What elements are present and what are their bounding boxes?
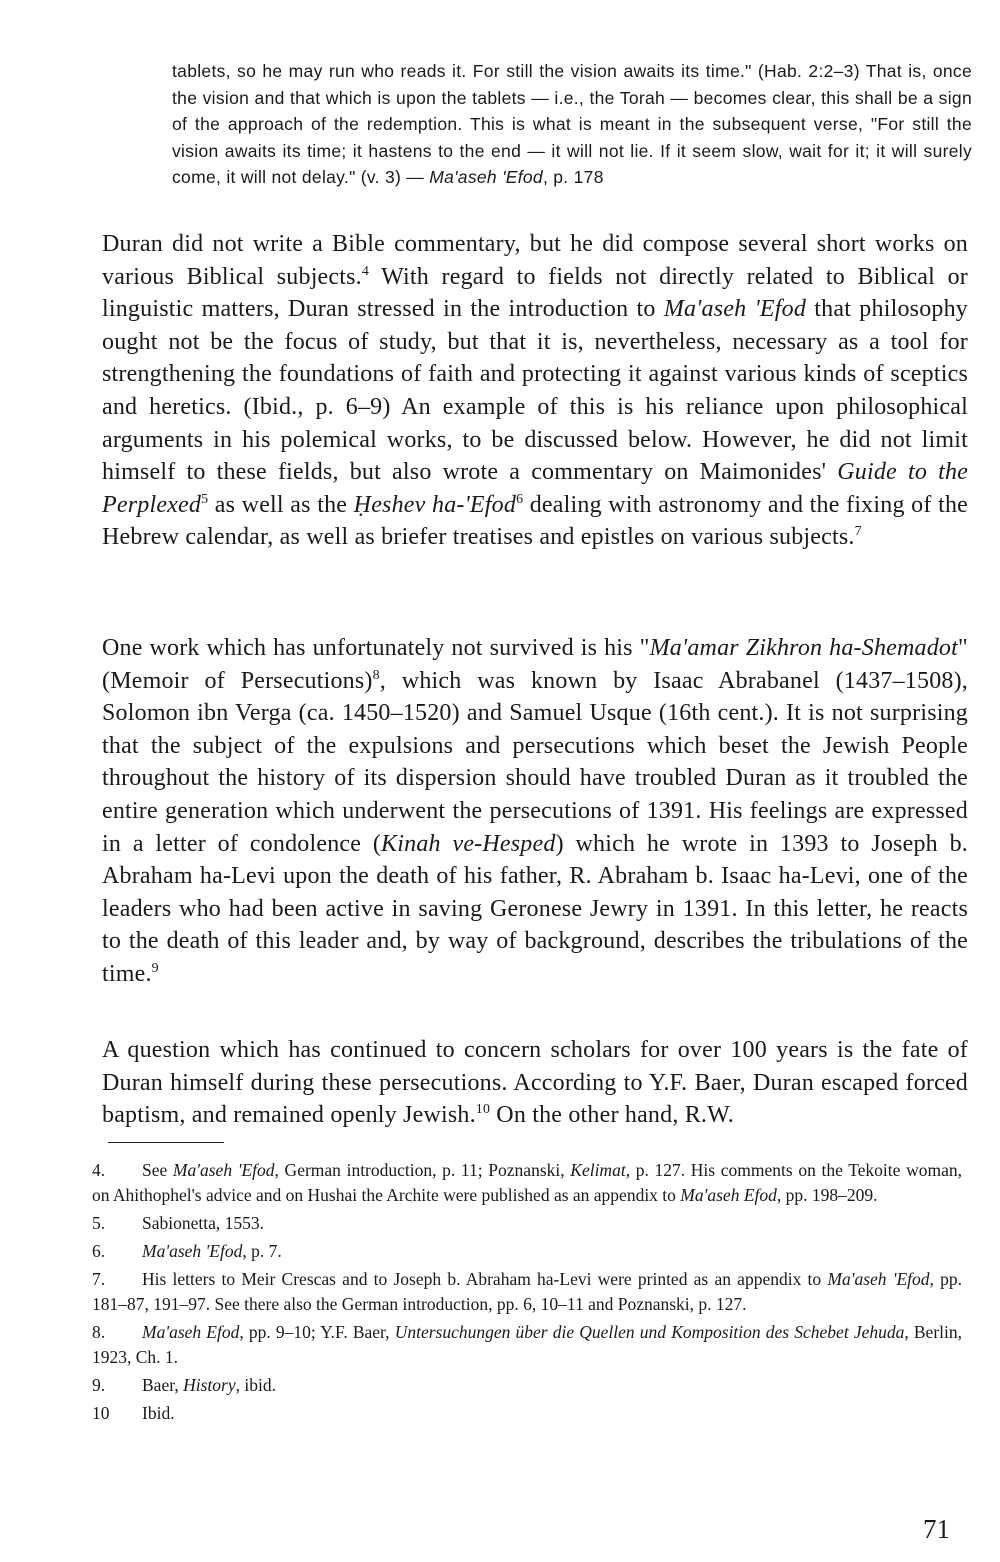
footnote-6: 6. Ma'aseh 'Efod, p. 7. (92, 1239, 962, 1264)
footnote-ref-9[interactable]: 9 (151, 960, 159, 976)
footnote-10: 10 Ibid. (92, 1401, 962, 1426)
footnote-ref-8[interactable]: 8 (372, 667, 380, 683)
footnote-number: 7. (92, 1269, 106, 1289)
paragraph-2: One work which has unfortunately not survived is his "Ma'amar Zikhron ha-Shemadot" (Memoir of Persecutions)$^8$, which was known by Isaac Abrabanel (1437–1508), Solomon ibn Verga (ca. 1450–1520) and Samuel Usque (16th cent.). It is not surprising that the subject of the expulsions and persecutions which beset the Jewish People throughout the history of its dispersion should have troubled Duran as it troubled the entire generation which underwent the persecutions of 1391. His feelings are expressed in a letter of condolence (Kinah ve-Hesped) which he wrote in 1393 to Joseph b. Abraham ha-Levi upon the death of his father, R. Abraham b. Isaac ha-Levi, one of the leaders who had been active in saving Geronese Jewry in 1391. In this letter, he reacts to the death of this leader and, by way of background, describes the tribulations of the time.$^9$ (102, 635, 968, 987)
footnote-number: 10 (92, 1403, 110, 1423)
footnote-number: 6. (92, 1241, 106, 1261)
footnote-divider (108, 1142, 224, 1143)
paragraph-1: Duran did not write a Bible commentary, but he did compose several short works on various Biblical subjects.$^4$ With regard to fields not directly related to Biblical or linguistic matters, Duran stressed in the introduction to Ma'aseh 'Efod that philosophy ought not be the focus of study, but that it is, nevertheless, necessary as a tool for strengthening the foundations of faith and protecting it against various kinds of sceptics and heretics. (Ibid., p. 6–9) An example of this is his reliance upon philosophical arguments in his polemical works, to be discussed below. However, he did not limit himself to these fields, but also wrote a commentary on Maimonides' Guide to the Perplexed$^5$ as well as the Ḥeshev ha-'Efod$^6$ dealing with astronomy and the fixing of the Hebrew calendar, as well as briefer treatises and epistles on various subjects.$^7$ (102, 231, 968, 551)
footnote-ref-7[interactable]: 7 (854, 524, 862, 540)
footnote-ref-10[interactable]: 10 (475, 1102, 491, 1118)
footnote-9: 9. Baer, History, ibid. (92, 1373, 962, 1398)
page-number: 71 (923, 1514, 950, 1544)
footnote-number: 5. (92, 1213, 106, 1233)
footnote-ref-4[interactable]: 4 (361, 263, 370, 279)
footnote-ref-6[interactable]: 6 (516, 491, 524, 507)
footnote-7: 7. His letters to Meir Crescas and to Joseph b. Abraham ha-Levi were printed as an appendix to Ma'aseh 'Efod, pp. 181–87, 191–97. See there also the German introduction, pp. 6, 10–11 and Poznanski, p. 127. (92, 1269, 962, 1314)
block-quote: tablets, so he may run who reads it. For still the vision awaits its time." (Hab. 2:2–3) That is, once the vision and that which is upon the tablets — i.e., the Torah — becomes clear, this shall be a sign of the approach of the redemption. This is what is meant in the subsequent verse, "For still the vision awaits its time; it hastens to the end — it will not lie. If it seem slow, wait for it; it will surely come, it will not delay." (v. 3) — Ma'aseh 'Efod, p. 178 (172, 61, 972, 187)
paragraph-3: A question which has continued to concern scholars for over 100 years is the fate of Duran himself during these persecutions. According to Y.F. Baer, Duran escaped forced baptism, and remained openly Jewish.$^{10}$ On the other hand, R.W. (102, 1037, 968, 1129)
footnote-number: 8. (92, 1322, 106, 1342)
footnote-number: 4. (92, 1160, 106, 1180)
footnote-number: 9. (92, 1375, 106, 1395)
footnote-4: 4. See Ma'aseh 'Efod, German introduction, p. 11; Poznanski, Kelimat, p. 127. His comments on the Tekoite woman, on Ahithophel's advice and on Hushai the Archite were published as an appendix to Ma'aseh Efod, pp. 198–209. (92, 1160, 962, 1205)
footnotes (92, 1158, 962, 1429)
footnote-8: 8. Ma'aseh Efod, pp. 9–10; Y.F. Baer, Untersuchungen über die Quellen und Komposition des Schebet Jehuda, Berlin, 1923, Ch. 1. (92, 1322, 962, 1367)
footnote-5: 5. Sabionetta, 1553. (92, 1211, 962, 1236)
footnote-ref-5[interactable]: 5 (201, 491, 209, 507)
